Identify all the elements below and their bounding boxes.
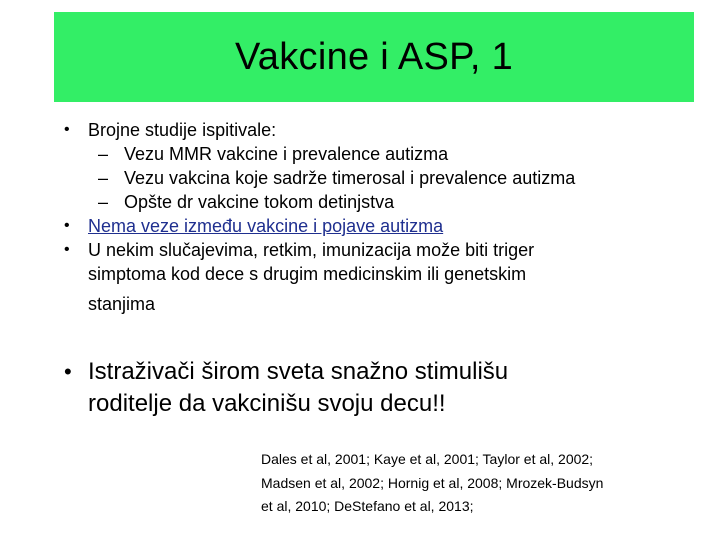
bullet-text-line: U nekim slučajevima, retkim, imunizacija može biti triger — [88, 240, 535, 260]
citation-line: Dales et al, 2001; Kaye et al, 2001; Taylor et al, 2002; — [261, 451, 594, 467]
bullet-item — [58, 356, 698, 420]
bullet-item — [58, 238, 698, 316]
sub-bullet-item — [58, 190, 698, 214]
bullet-icon: • — [64, 241, 70, 258]
bullet-icon: • — [64, 217, 70, 234]
citation-block — [261, 448, 701, 519]
sub-bullet-text: Vezu vakcina koje sadrže timerosal i prevalence autizma — [124, 168, 576, 188]
hyperlink-text[interactable]: Nema veze između vakcine i pojave autizma — [88, 216, 444, 236]
bullet-item — [58, 214, 698, 238]
sub-bullet-text: Opšte dr vakcine tokom detinjstva — [124, 192, 395, 212]
title-banner — [54, 12, 694, 102]
sub-bullet-item — [58, 166, 698, 190]
citation-line: et al, 2010; DeStefano et al, 2013; — [261, 498, 474, 514]
slide-title: Vakcine i ASP, 1 — [234, 35, 514, 78]
bullet-list — [58, 118, 698, 316]
emphasis-statement — [58, 356, 698, 420]
dash-icon: – — [98, 168, 109, 188]
emphasis-line: Istraživači širom sveta snažno stimulišu — [88, 358, 509, 385]
sub-bullet-item — [58, 142, 698, 166]
bullet-text-line: stanjima — [88, 294, 156, 314]
bullet-item — [58, 118, 698, 142]
bullet-text-line: simptoma kod dece s drugim medicinskim ili genetskim — [88, 264, 527, 284]
citation-line: Madsen et al, 2002; Hornig et al, 2008; Mrozek-Budsyn — [261, 474, 604, 491]
bullet-icon: • — [64, 359, 72, 384]
emphasis-line: roditelje da vakcinišu svoju decu!! — [88, 390, 446, 417]
sub-bullet-text: Vezu MMR vakcine i prevalence autizma — [124, 144, 449, 164]
bullet-icon: • — [64, 121, 70, 138]
dash-icon: – — [98, 192, 109, 212]
dash-icon: – — [98, 144, 109, 164]
bullet-text: Brojne studije ispitivale: — [88, 120, 277, 140]
